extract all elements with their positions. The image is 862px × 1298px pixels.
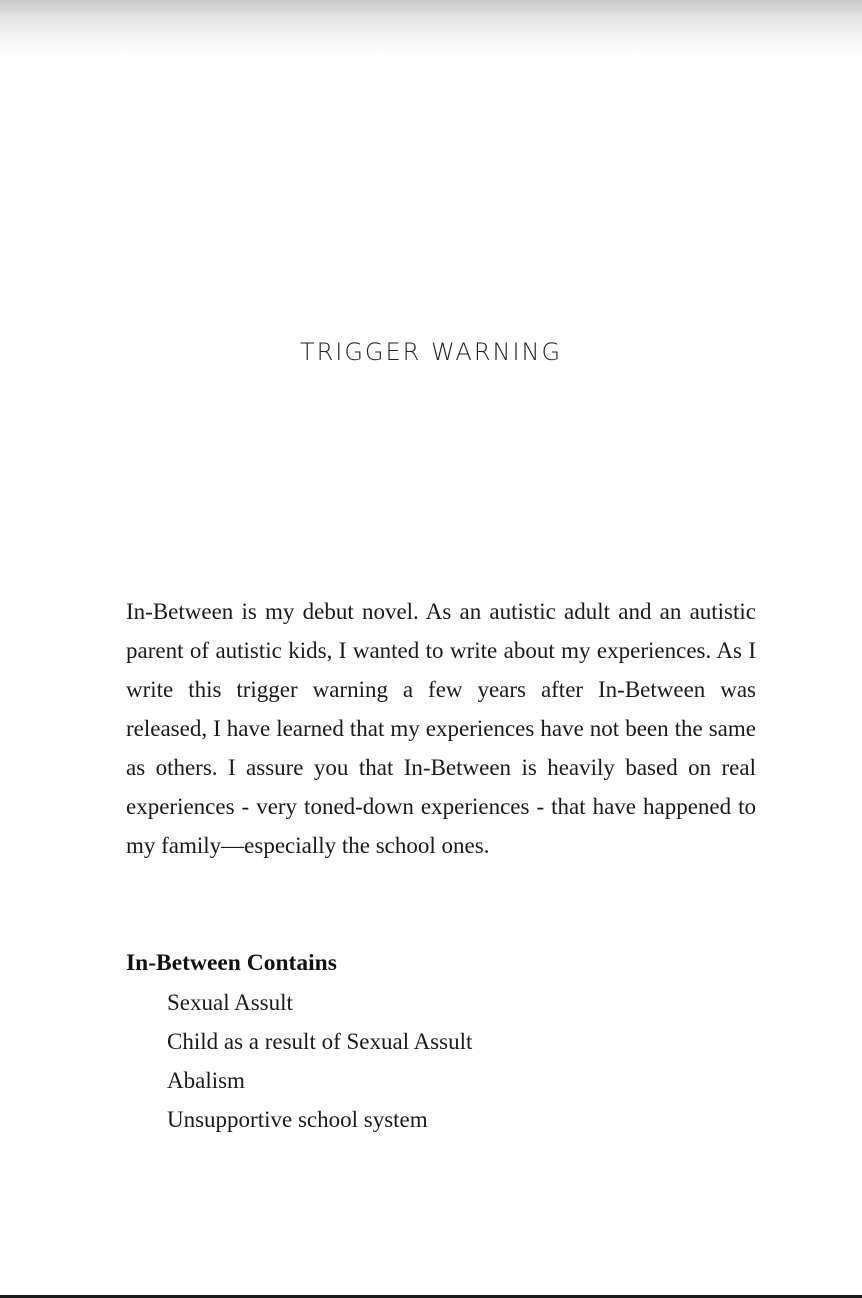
- trigger-warning-paragraph: In-Between is my debut novel. As an autistic adult and an autistic parent of autistic kids, I wanted to write about my experiences. As I write this trigger warning a few years after In-Between was released, I have learned that my experiences have not been the same as others. I assure you that In-Between is heavily based on real experiences - very toned-down experiences - that have happened to my family—especially the school ones.: [126, 599, 756, 858]
- list-item: Unsupportive school system: [167, 1107, 428, 1132]
- list-item: Abalism: [167, 1068, 245, 1093]
- list-item: Sexual Assult: [167, 990, 293, 1015]
- page-top-shadow: [0, 0, 862, 56]
- page-title: TRIGGER WARNING: [299, 338, 563, 366]
- contains-heading: In-Between Contains: [126, 950, 337, 976]
- list-item: Child as a result of Sexual Assult: [167, 1029, 473, 1054]
- contains-list: [167, 983, 472, 1139]
